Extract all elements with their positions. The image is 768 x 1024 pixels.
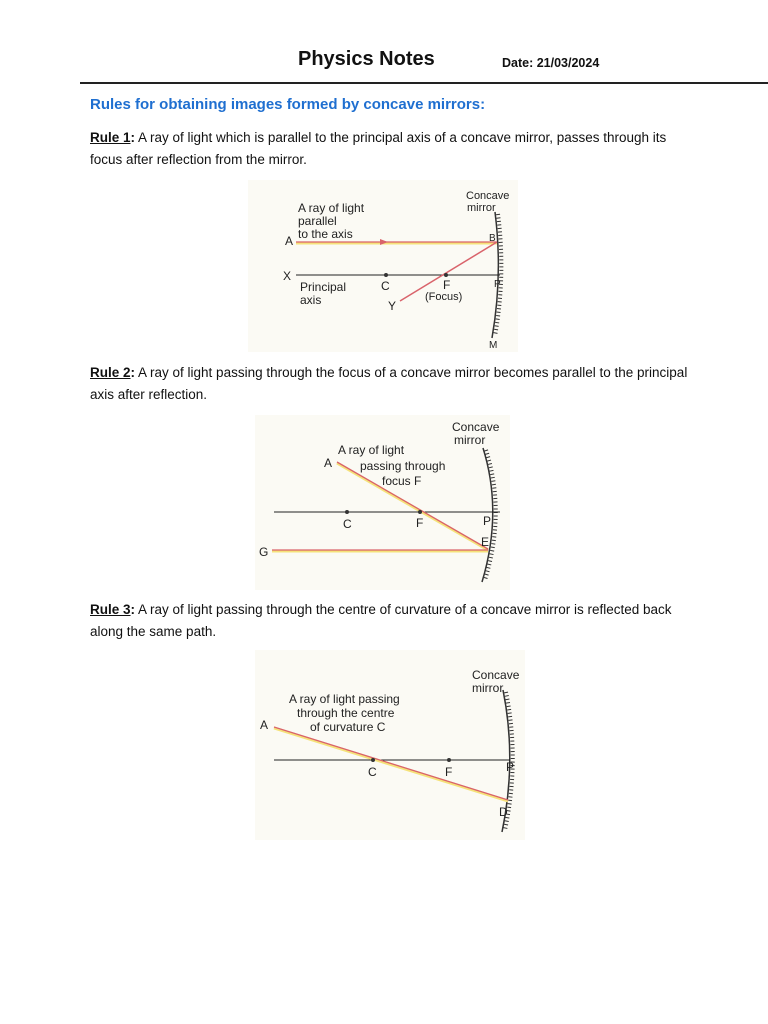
- label: A ray of light: [298, 201, 365, 215]
- label: Principal: [300, 280, 347, 294]
- point-f: [418, 510, 422, 514]
- point-f: [447, 758, 451, 762]
- label: P: [506, 760, 515, 774]
- label: mirror: [472, 681, 504, 695]
- date-label: Date: 21/03/2024: [502, 56, 600, 70]
- label: A: [324, 456, 333, 470]
- label: F: [416, 516, 424, 530]
- label: mirror: [454, 433, 486, 447]
- label: A ray of light passing: [289, 692, 400, 706]
- label: F: [443, 278, 451, 292]
- rule-colon: :: [130, 365, 136, 380]
- label: C: [368, 765, 377, 779]
- label: P: [483, 514, 492, 528]
- label: axis: [300, 293, 322, 307]
- point-f: [444, 273, 448, 277]
- label: of curvature C: [310, 720, 386, 734]
- rule-label: Rule 2: [90, 365, 131, 380]
- rule-colon: :: [130, 130, 136, 145]
- label: F: [445, 765, 453, 779]
- label: mirror: [467, 202, 496, 214]
- rule-label: Rule 1: [90, 130, 131, 145]
- label: B: [489, 233, 496, 244]
- diagram-rule-3: [255, 650, 525, 840]
- label: D: [499, 805, 508, 819]
- label: parallel: [298, 214, 337, 228]
- point-c: [384, 273, 388, 277]
- rule-text: A ray of light passing through the focus of a concave mirror becomes parallel to the principal axis after reflection.: [90, 365, 688, 402]
- label: Concave: [466, 190, 510, 202]
- page-title: Physics Notes: [298, 48, 435, 70]
- label: Y: [388, 299, 397, 313]
- label: M: [489, 340, 498, 351]
- label: C: [343, 517, 352, 531]
- label: G: [259, 545, 269, 559]
- rule-text: A ray of light which is parallel to the principal axis of a concave mirror, passes through its focus after reflection from the mirror.: [90, 130, 667, 167]
- label: X: [283, 269, 292, 283]
- label: A: [285, 234, 294, 248]
- point-c: [371, 758, 375, 762]
- rule-label: Rule 3: [90, 602, 131, 617]
- label: A: [260, 718, 269, 732]
- label: A ray of light: [338, 443, 405, 457]
- label: through the centre: [297, 706, 395, 720]
- diagram-rule-2: [255, 415, 510, 590]
- label: (Focus): [425, 291, 463, 303]
- rule-text: A ray of light passing through the centre of curvature of a concave mirror is reflected back along the same path.: [90, 602, 672, 639]
- point-c: [345, 510, 349, 514]
- label: P: [494, 279, 501, 290]
- label: Concave: [452, 420, 500, 434]
- label: to the axis: [298, 227, 353, 241]
- label: E: [481, 535, 490, 549]
- label: C: [381, 279, 390, 293]
- diagram-rule-1: [248, 180, 518, 352]
- label: Concave: [472, 668, 520, 682]
- section-heading: Rules for obtaining images formed by concave mirrors:: [90, 96, 486, 113]
- label: passing through: [360, 459, 446, 473]
- label: focus F: [382, 474, 422, 488]
- rule-colon: :: [130, 602, 136, 617]
